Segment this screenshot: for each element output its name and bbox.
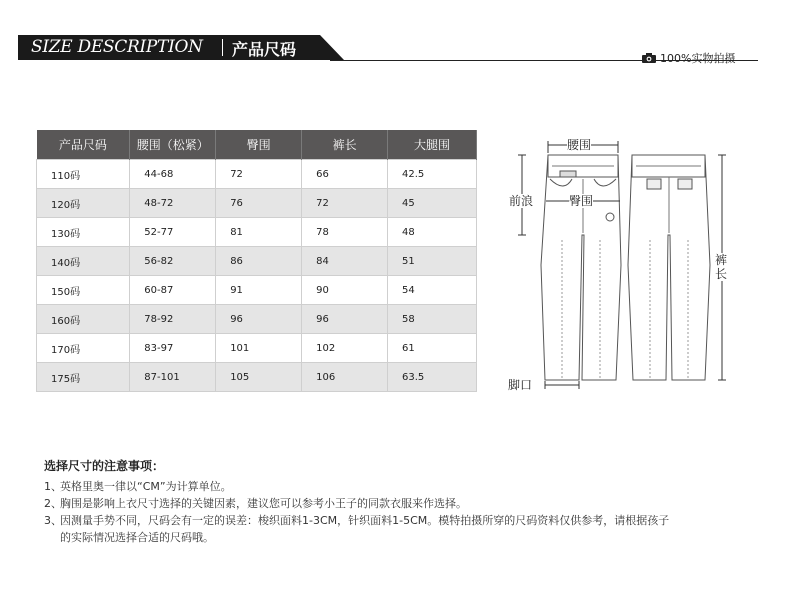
cell-size: 160码 — [37, 305, 130, 334]
cell-waist: 52-77 — [130, 218, 216, 247]
size-table-header — [37, 130, 477, 160]
notes-title: 选择尺寸的注意事项： — [44, 459, 165, 473]
cell-hip: 105 — [216, 363, 302, 392]
cell-thigh: 51 — [388, 247, 477, 276]
cell-size: 120码 — [37, 189, 130, 218]
cell-length: 90 — [302, 276, 388, 305]
cell-thigh: 61 — [388, 334, 477, 363]
table-row — [37, 218, 477, 247]
cell-length: 72 — [302, 189, 388, 218]
note-continuation: 的实际情况选择合适的尺码哦。 — [60, 531, 214, 544]
cell-thigh: 48 — [388, 218, 477, 247]
table-row — [37, 363, 477, 392]
label-length: 裤长 — [715, 253, 728, 281]
cell-hip: 86 — [216, 247, 302, 276]
cell-waist: 56-82 — [130, 247, 216, 276]
cell-length: 84 — [302, 247, 388, 276]
cell-size: 130码 — [37, 218, 130, 247]
cell-thigh: 54 — [388, 276, 477, 305]
cell-size: 150码 — [37, 276, 130, 305]
note-item — [44, 478, 744, 495]
title-divider — [222, 39, 223, 56]
cell-hip: 96 — [216, 305, 302, 334]
cell-thigh: 58 — [388, 305, 477, 334]
col-hip: 臀围 — [216, 130, 302, 160]
photo-badge-text: 100%实物拍摄 — [660, 52, 736, 65]
pants-illustration — [500, 135, 750, 395]
title-en: SIZE DESCRIPTION — [31, 37, 203, 57]
cell-size: 110码 — [37, 160, 130, 189]
cell-thigh: 42.5 — [388, 160, 477, 189]
col-length: 裤长 — [302, 130, 388, 160]
label-waist: 腰围 — [567, 138, 592, 152]
table-row — [37, 305, 477, 334]
col-thigh: 大腿围 — [388, 130, 477, 160]
cell-length: 106 — [302, 363, 388, 392]
cell-length: 96 — [302, 305, 388, 334]
label-leg-opening: 脚口 — [508, 378, 533, 392]
front-pants-outline — [541, 155, 621, 380]
cell-size: 170码 — [37, 334, 130, 363]
cell-waist: 44-68 — [130, 160, 216, 189]
photo-badge — [642, 50, 735, 66]
cell-hip: 76 — [216, 189, 302, 218]
cell-size: 140码 — [37, 247, 130, 276]
size-notes — [44, 457, 744, 546]
pants-diagram — [500, 135, 750, 395]
label-hip: 臀围 — [569, 194, 594, 208]
cell-length: 78 — [302, 218, 388, 247]
cell-thigh: 63.5 — [388, 363, 477, 392]
col-size: 产品尺码 — [37, 130, 130, 160]
cell-size: 175码 — [37, 363, 130, 392]
cell-hip: 81 — [216, 218, 302, 247]
note-number: 3、 — [44, 514, 62, 527]
title-banner — [18, 35, 344, 60]
cell-waist: 78-92 — [130, 305, 216, 334]
cell-thigh: 45 — [388, 189, 477, 218]
cell-waist: 83-97 — [130, 334, 216, 363]
cell-hip: 72 — [216, 160, 302, 189]
size-table — [36, 130, 477, 392]
table-row — [37, 189, 477, 218]
label-front-rise: 前浪 — [509, 194, 534, 208]
camera-icon — [642, 53, 656, 63]
note-number: 2、 — [44, 497, 62, 510]
note-text: 胸围是影响上衣尺寸选择的关键因素，建议您可以参考小王子的同款衣服来作选择。 — [60, 497, 467, 510]
col-waist: 腰围（松紧） — [130, 130, 216, 160]
note-item — [44, 495, 744, 512]
note-text: 英格里奥一律以“CM”为计算单位。 — [60, 480, 232, 493]
cell-waist: 48-72 — [130, 189, 216, 218]
cell-length: 66 — [302, 160, 388, 189]
table-row — [37, 160, 477, 189]
table-row — [37, 276, 477, 305]
title-cn: 产品尺码 — [232, 40, 297, 59]
cell-hip: 91 — [216, 276, 302, 305]
cell-waist: 87-101 — [130, 363, 216, 392]
cell-hip: 101 — [216, 334, 302, 363]
cell-length: 102 — [302, 334, 388, 363]
cell-waist: 60-87 — [130, 276, 216, 305]
note-number: 1、 — [44, 480, 62, 493]
note-item — [44, 512, 744, 529]
table-row — [37, 334, 477, 363]
note-text: 因测量手势不同，尺码会有一定的误差：梭织面料1-3CM，针织面料1-5CM。模特拍摄所穿的尺码资料仅供参考，请根据孩子 — [60, 514, 670, 527]
table-row — [37, 247, 477, 276]
